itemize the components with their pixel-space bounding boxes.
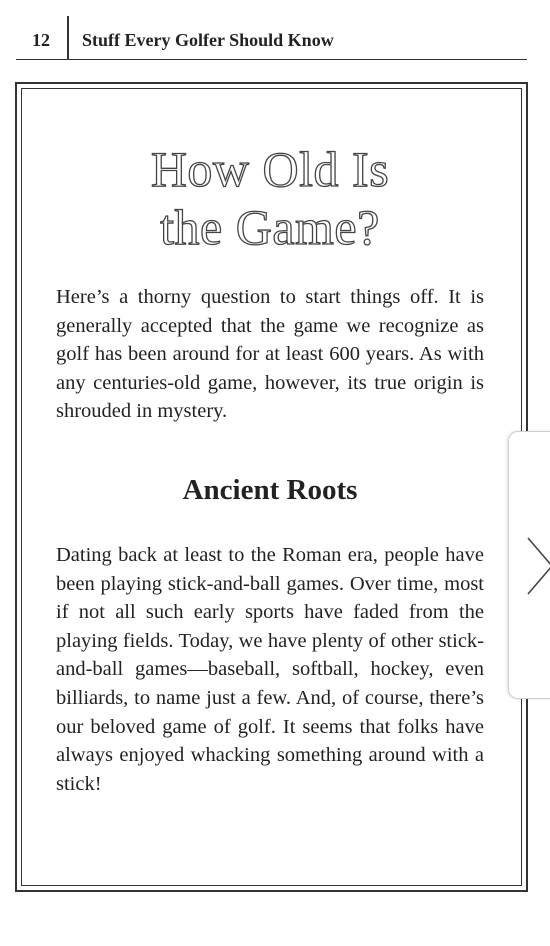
page-number: 12 <box>32 30 50 50</box>
chapter-title-line-2: the Game? <box>160 199 380 255</box>
header-divider <box>67 16 69 60</box>
running-head <box>16 16 527 60</box>
next-page-button[interactable] <box>508 431 550 699</box>
section-paragraph: Dating back at least to the Roman era, people have been playing stick-and-ball games. Over time, most if not all such early sports have faded from the playing fields. Today, we have plenty of other stick-and-ball games—baseball, softball, hockey, even billiards, to name just a few. And, of course, there’s our beloved game of golf. It seems that folks have always enjoyed whacking something around with a stick! <box>56 544 484 795</box>
chapter-title <box>40 140 500 256</box>
chapter-title-line-1: How Old Is <box>150 141 390 197</box>
intro-paragraph: Here’s a thorny question to start things off. It is generally accepted that the game we recognize as golf has been around for at least 600 years. As with any centuries-old game, however, its true origin is shrouded in mystery. <box>56 286 484 423</box>
chevron-right-icon <box>525 536 550 596</box>
section-heading: Ancient Roots <box>182 474 358 506</box>
book-title: Stuff Every Golfer Should Know <box>82 30 334 50</box>
